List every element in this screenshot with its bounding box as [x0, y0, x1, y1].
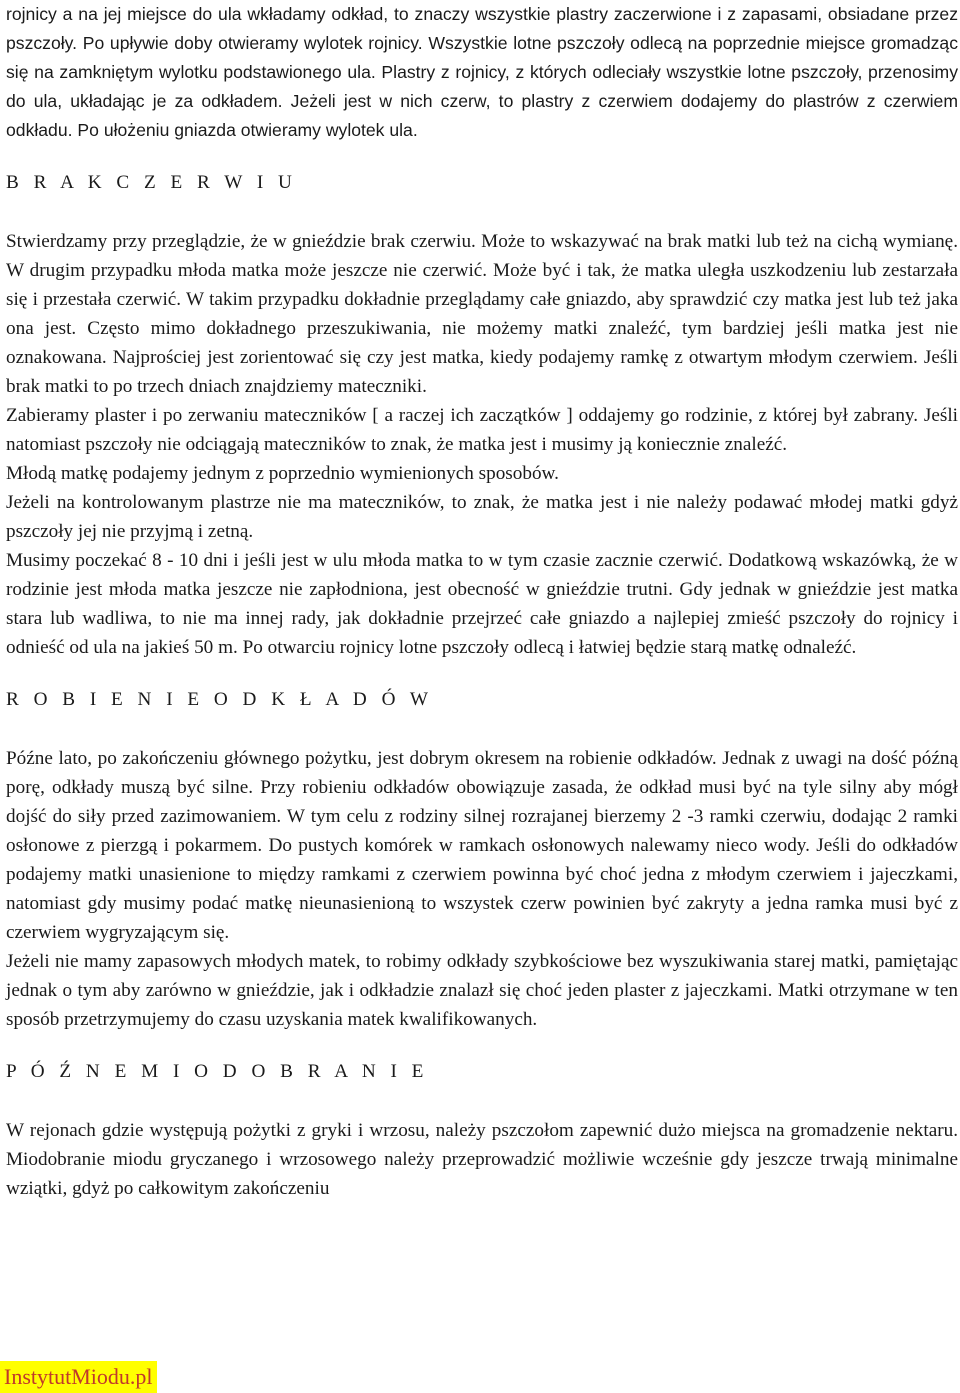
paragraph: W rejonach gdzie występują pożytki z gryki i wrzosu, należy pszczołom zapewnić dużo miejsca na gromadzenie nektaru. Miodobranie miodu gryczanego i wrzosowego należy przeprowadzić możliwie wcześnie gdy jeszcze trwają minimalne wziątki, gdyż po całkowitym zakończeniu — [6, 1120, 958, 1199]
section-pozne-miodobranie — [6, 1116, 958, 1203]
paragraph: Zabieramy plaster i po zerwaniu mateczników [ a raczej ich zaczątków ] oddajemy go rodzinie, z której był zabrany. Jeśli natomiast pszczoły nie odciągają mateczników to znak, że matka jest i musimy ją koniecznie znaleźć. — [6, 405, 958, 455]
section-robienie-odkladow — [6, 744, 958, 1034]
paragraph: Młodą matkę podajemy jednym z poprzednio wymienionych sposobów. — [6, 463, 559, 484]
section-heading-robienie-odkladow: R O B I E N I E O D K Ł A D Ó W — [6, 689, 433, 710]
watermark-logo: InstytutMiodu.pl — [0, 1361, 157, 1393]
section-heading-pozne-miodobranie: P Ó Ź N E M I O D O B R A N I E — [6, 1061, 429, 1082]
paragraph: Stwierdzamy przy przeglądzie, że w gnieździe brak czerwiu. Może to wskazywać na brak matki lub też na cichą wymianę. W drugim przypadku młoda matka może jeszcze nie czerwić. Może być i tak, że matka uległa uszkodzeniu lub zestarzała się i przestała czerwić. W takim przypadku dokładnie przeglądamy całe gniazdo, aby sprawdzić czy matka jest lub też jaka ona jest. Często mimo dokładnego przeszukiwania, nie możemy matki znaleźć, tym bardziej jeśli matka jest nie oznakowana. Najprościej jest zorientować się czy jest matka, kiedy podajemy ramkę z otwartym młodym czerwiem. Jeśli brak matki to po trzech dniach znajdziemy mateczniki. — [6, 231, 958, 397]
paragraph: Jeżeli nie mamy zapasowych młodych matek, to robimy odkłady szybkościowe bez wyszukiwania starej matki, pamiętając jednak o tym aby zarówno w gnieździe, jak i odkładzie znalazł się choć jeden plaster z jajeczkami. Matki otrzymane w ten sposób przetrzymujemy do czasu uzyskania matek kwalifikowanych. — [6, 951, 958, 1030]
paragraph: Musimy poczekać 8 - 10 dni i jeśli jest w ulu młoda matka to w tym czasie zacznie czerwić. Dodatkową wskazówką, że w rodzinie jest młoda matka jeszcze nie zapłodniona, jest obecność w gnieździe trutni. Gdy jednak w gnieździe jest matka stara lub wadliwa, to nie ma innej rady, jak dokładnie przejrzeć całe gniazdo a najlepiej zmieść pszczoły do rojnicy i odnieść od ula na jakieś 50 m. Po otwarciu rojnicy lotne pszczoły odlecą i łatwiej będzie starą matkę odnaleźć. — [6, 550, 958, 658]
document-page — [6, 0, 958, 1203]
paragraph: Późne lato, po zakończeniu głównego pożytku, jest dobrym okresem na robienie odkładów. Jednak z uwagi na dość późną porę, odkłady muszą być silne. Przy robieniu odkładów obowiązuje zasada, że odkład musi być na tyle silny aby mógł dojść do siły przed zazimowaniem. W tym celu z rodziny silnej rozrajanej bierzemy 2 -3 ramki czerwiu, dodając 2 ramki osłonowe z pierzgą i pokarmem. Do pustych komórek w ramkach osłonowych nalewamy nieco wody. Jeśli do odkładów podajemy matki unasienione to między ramkami z czerwiem powinna być choć jedna z młodym czerwiem i jajeczkami, natomiast gdy musimy podać matkę nieunasienioną to wszystek czerw powinien być zakryty a jedna ramka musi być z czerwiem wygryzającym się. — [6, 748, 958, 943]
paragraph: Jeżeli na kontrolowanym plastrze nie ma mateczników, to znak, że matka jest i nie należy podawać młodej matki gdyż pszczoły jej nie przyjmą i zetną. — [6, 492, 958, 542]
intro-paragraph: rojnicy a na jej miejsce do ula wkładamy odkład, to znaczy wszystkie plastry zaczerwione i z zapasami, obsiadane przez pszczoły. Po upływie doby otwieramy wylotek rojnicy. Wszystkie lotne pszczoły odlecą na poprzednie miejsce gromadząc się na zamkniętym wylotku podstawionego ula. Plastry z rojnicy, z których odleciały wszystkie lotne pszczoły, przenosimy do ula, układając je za odkładem. Jeżeli jest w nich czerw, to plastry z czerwiem dodajemy do plastrów z czerwiem odkładu. Po ułożeniu gniazda otwieramy wylotek ula. — [6, 4, 958, 140]
section-heading-brak-czerwiu: B R A K C Z E R W I U — [6, 172, 297, 193]
section-brak-czerwiu — [6, 227, 958, 662]
